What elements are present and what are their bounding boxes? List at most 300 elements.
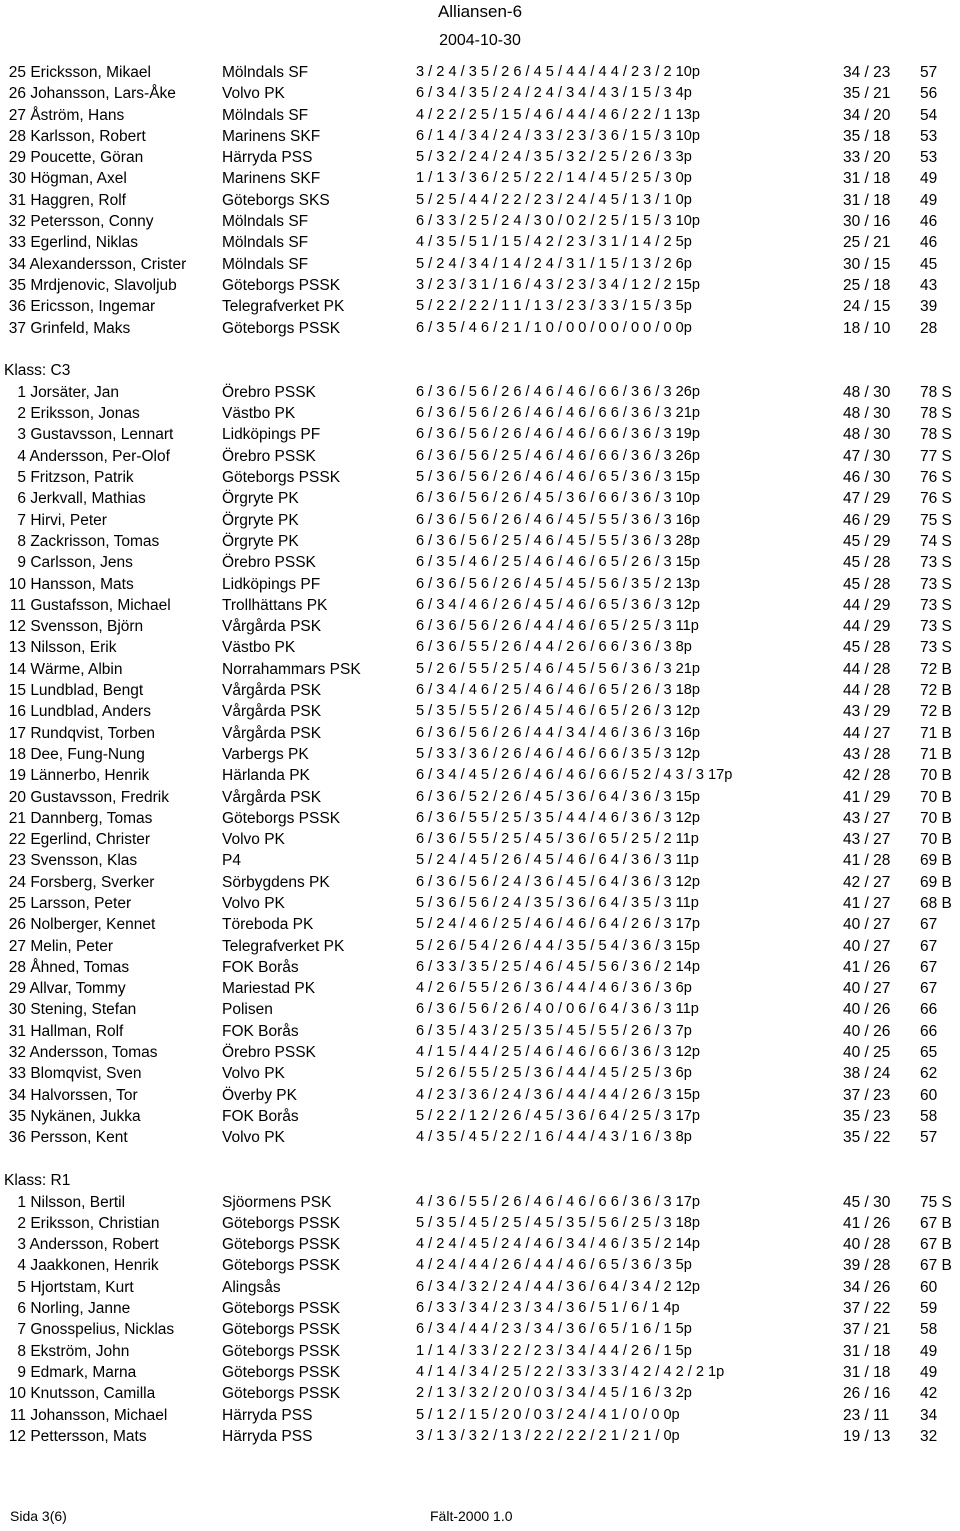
club-name: Örgryte PK [222, 511, 299, 529]
competitor-name: Melin, Peter [30, 937, 114, 955]
competitor-name: Gustavsson, Lennart [30, 426, 174, 444]
totals: 43 / 27 [843, 809, 891, 827]
rank: 24 [8, 873, 26, 891]
totals: 48 / 30 [843, 426, 891, 444]
points: 65 [920, 1044, 938, 1062]
club-name: Göteborgs PSSK [222, 1363, 341, 1381]
result-row [0, 1063, 960, 1084]
rank: 29 [8, 149, 26, 167]
competitor-name: Ekström, John [30, 1342, 130, 1360]
competitor-name: Halvorssen, Tor [30, 1086, 138, 1104]
club-name: Härryda PSS [222, 1427, 313, 1445]
club-name: Varbergs PK [222, 745, 309, 763]
station-scores: 5 / 2 2 / 1 2 / 2 6 / 4 5 / 3 6 / 6 4 / 2 5 / 3 17p [416, 1107, 700, 1124]
totals: 26 / 16 [843, 1385, 891, 1403]
club-name: Mariestad PK [222, 980, 316, 998]
class-heading: Klass: C3 [4, 361, 71, 379]
rank: 2 [17, 1214, 26, 1232]
result-row [0, 168, 960, 189]
totals: 41 / 26 [843, 958, 891, 976]
competitor-cell [4, 1234, 220, 1255]
rank: 16 [8, 703, 26, 721]
rank: 4 [17, 447, 26, 465]
competitor-cell [4, 190, 220, 211]
station-scores: 6 / 3 6 / 5 2 / 2 6 / 4 5 / 3 6 / 6 4 / 3 6 / 3 15p [416, 788, 700, 805]
result-row [0, 147, 960, 168]
station-scores: 6 / 3 6 / 5 5 / 2 6 / 4 4 / 2 6 / 6 6 / 3 6 / 3 8p [416, 639, 692, 656]
station-scores: 6 / 3 5 / 4 6 / 2 1 / 1 0 / 0 0 / 0 0 / 0 0 / 0 0p [416, 319, 692, 336]
result-row [0, 936, 960, 957]
result-row [0, 552, 960, 573]
station-scores: 6 / 3 5 / 4 6 / 2 5 / 4 6 / 4 6 / 6 5 / 2 6 / 3 15p [416, 554, 700, 571]
station-scores: 6 / 3 6 / 5 5 / 2 5 / 3 5 / 4 4 / 4 6 / 3 6 / 3 12p [416, 809, 700, 826]
totals: 35 / 23 [843, 1107, 891, 1125]
result-row [0, 1426, 960, 1447]
competitor-cell [4, 1085, 220, 1106]
rank: 36 [8, 298, 26, 316]
result-row [0, 1106, 960, 1127]
club-name: Härlanda PK [222, 767, 310, 785]
result-row [0, 829, 960, 850]
points: 57 [920, 1129, 938, 1147]
competitor-cell [4, 701, 220, 722]
points: 39 [920, 298, 938, 316]
result-row [0, 1362, 960, 1383]
station-scores: 6 / 3 5 / 4 3 / 2 5 / 3 5 / 4 5 / 5 5 / 2 6 / 3 7p [416, 1022, 692, 1039]
points: 42 [920, 1385, 938, 1403]
result-row [0, 275, 960, 296]
rank: 27 [8, 937, 26, 955]
station-scores: 4 / 2 2 / 2 5 / 1 5 / 4 6 / 4 4 / 4 6 / 2 2 / 1 13p [416, 106, 700, 123]
result-row [0, 318, 960, 339]
rank: 25 [8, 894, 26, 912]
rank: 10 [8, 1385, 26, 1403]
totals: 31 / 18 [843, 191, 891, 209]
station-scores: 5 / 3 5 / 5 5 / 2 6 / 4 5 / 4 6 / 6 5 / 2 6 / 3 12p [416, 703, 700, 720]
document-date: 2004-10-30 [439, 32, 521, 49]
competitor-name: Persson, Kent [30, 1129, 128, 1147]
competitor-name: Hallman, Rolf [30, 1022, 124, 1040]
station-scores: 6 / 3 6 / 5 6 / 2 6 / 4 6 / 4 6 / 6 6 / 3 6 / 3 19p [416, 426, 700, 443]
rank: 30 [8, 170, 26, 188]
totals: 40 / 28 [843, 1236, 891, 1254]
club-name: Polisen [222, 1001, 273, 1019]
points: 73 S [920, 575, 952, 593]
station-scores: 4 / 2 4 / 4 5 / 2 4 / 4 6 / 3 4 / 4 6 / 3 5 / 2 14p [416, 1236, 700, 1253]
result-row [0, 296, 960, 317]
totals: 41 / 29 [843, 788, 891, 806]
station-scores: 5 / 2 6 / 5 5 / 2 5 / 3 6 / 4 4 / 4 5 / 2 5 / 3 6p [416, 1065, 692, 1082]
points: 62 [920, 1065, 938, 1083]
competitor-cell [4, 1426, 220, 1447]
rank: 7 [17, 511, 26, 529]
result-row [0, 574, 960, 595]
result-row [0, 1383, 960, 1404]
club-name: Härryda PSS [222, 1406, 313, 1424]
station-scores: 1 / 1 3 / 3 6 / 2 5 / 2 2 / 1 4 / 4 5 / 2 5 / 3 0p [416, 170, 692, 187]
club-name: FOK Borås [222, 1107, 299, 1125]
rank: 12 [8, 1427, 26, 1445]
competitor-name: Edmark, Marna [30, 1363, 137, 1381]
station-scores: 5 / 2 5 / 4 4 / 2 2 / 2 3 / 2 4 / 4 5 / 1 3 / 1 0p [416, 191, 692, 208]
totals: 23 / 11 [843, 1406, 890, 1424]
points: 43 [920, 276, 938, 294]
competitor-name: Gustafsson, Michael [30, 596, 171, 614]
totals: 25 / 21 [843, 234, 891, 252]
result-row [0, 1213, 960, 1234]
station-scores: 6 / 3 6 / 5 5 / 2 5 / 4 5 / 3 6 / 6 5 / 2 5 / 2 11p [416, 831, 699, 848]
station-scores: 6 / 3 6 / 5 6 / 2 6 / 4 5 / 4 5 / 5 6 / 3 5 / 2 13p [416, 575, 700, 592]
rank: 18 [8, 745, 26, 763]
points: 78 S [920, 426, 952, 444]
station-scores: 2 / 1 3 / 3 2 / 2 0 / 0 3 / 3 4 / 4 5 / 1 6 / 3 2p [416, 1385, 692, 1402]
competitor-name: Egerlind, Christer [30, 831, 151, 849]
club-name: Mölndals SF [222, 106, 309, 124]
competitor-cell [4, 403, 220, 424]
competitor-cell [4, 808, 220, 829]
points: 28 [920, 319, 938, 337]
club-name: Göteborgs SKS [222, 191, 330, 209]
station-scores: 5 / 2 2 / 2 2 / 1 1 / 1 3 / 2 3 / 3 3 / 1 5 / 3 5p [416, 298, 692, 315]
club-name: Vårgårda PSK [222, 618, 322, 636]
club-name: Sjöormens PSK [222, 1193, 332, 1211]
points: 54 [920, 106, 938, 124]
competitor-name: Dannberg, Tomas [30, 809, 153, 827]
rank: 17 [8, 724, 26, 742]
station-scores: 6 / 3 6 / 5 6 / 2 6 / 4 4 / 4 6 / 6 5 / 2 5 / 3 11p [416, 618, 699, 635]
totals: 35 / 21 [843, 85, 891, 103]
result-row [0, 744, 960, 765]
club-name: Göteborgs PSSK [222, 1321, 341, 1339]
totals: 38 / 24 [843, 1065, 891, 1083]
rank: 6 [17, 1300, 26, 1318]
competitor-name: Fritzson, Patrik [30, 469, 134, 487]
points: 72 B [920, 682, 952, 700]
points: 60 [920, 1086, 938, 1104]
points: 72 B [920, 703, 952, 721]
station-scores: 6 / 3 4 / 3 5 / 2 4 / 2 4 / 3 4 / 4 3 / 1 5 / 3 4p [416, 85, 692, 102]
rank: 3 [17, 1236, 26, 1254]
rank: 10 [8, 575, 26, 593]
points: 66 [920, 1022, 938, 1040]
points: 68 B [920, 894, 952, 912]
club-name: Alingsås [222, 1278, 281, 1296]
station-scores: 4 / 1 4 / 3 4 / 2 5 / 2 2 / 3 3 / 3 3 / 4 2 / 4 2 / 2 1p [416, 1363, 725, 1380]
result-row [0, 637, 960, 658]
result-row [0, 1319, 960, 1340]
competitor-name: Forsberg, Sverker [30, 873, 155, 891]
rank: 3 [17, 426, 26, 444]
station-scores: 3 / 2 4 / 3 5 / 2 6 / 4 5 / 4 4 / 4 4 / 2 3 / 2 10p [416, 64, 700, 80]
rank: 32 [8, 213, 26, 231]
competitor-cell [4, 659, 220, 680]
totals: 45 / 28 [843, 639, 891, 657]
result-row [0, 488, 960, 509]
competitor-cell [4, 446, 220, 467]
result-row [0, 893, 960, 914]
competitor-name: Knutsson, Camilla [30, 1385, 156, 1403]
competitor-cell [4, 978, 220, 999]
points: 46 [920, 234, 938, 252]
competitor-cell [4, 1319, 220, 1340]
competitor-name: Wärme, Albin [30, 660, 123, 678]
rank: 7 [17, 1321, 26, 1339]
result-row [0, 403, 960, 424]
totals: 46 / 29 [843, 511, 891, 529]
rank: 32 [8, 1044, 26, 1062]
club-name: Överby PK [222, 1086, 297, 1104]
points: 73 S [920, 639, 952, 657]
club-name: Göteborgs PSSK [222, 319, 341, 337]
competitor-name: Andersson, Per-Olof [29, 447, 170, 465]
rank: 4 [17, 1257, 26, 1275]
station-scores: 6 / 3 3 / 3 5 / 2 5 / 4 6 / 4 5 / 5 6 / 3 6 / 2 14p [416, 958, 700, 975]
totals: 43 / 29 [843, 703, 891, 721]
result-row [0, 723, 960, 744]
result-row [0, 232, 960, 253]
station-scores: 5 / 3 5 / 4 5 / 2 5 / 4 5 / 3 5 / 5 6 / 2 5 / 3 18p [416, 1214, 700, 1231]
points: 71 B [920, 745, 952, 763]
club-name: Göteborgs PSSK [222, 276, 341, 294]
club-name: Norrahammars PSK [222, 660, 361, 678]
totals: 31 / 18 [843, 1363, 891, 1381]
station-scores: 5 / 2 4 / 4 5 / 2 6 / 4 5 / 4 6 / 6 4 / 3 6 / 3 11p [416, 852, 699, 869]
competitor-name: Lundblad, Bengt [30, 682, 144, 700]
points: 32 [920, 1427, 938, 1445]
points: 49 [920, 191, 938, 209]
totals: 34 / 26 [843, 1278, 891, 1296]
totals: 43 / 28 [843, 745, 891, 763]
competitor-cell [4, 83, 220, 104]
club-name: Göteborgs PSSK [222, 1300, 341, 1318]
club-name: Västbo PK [222, 639, 296, 657]
totals: 31 / 18 [843, 170, 891, 188]
totals: 37 / 22 [843, 1300, 891, 1318]
competitor-name: Rundqvist, Torben [30, 724, 155, 742]
competitor-cell [4, 914, 220, 935]
rank: 14 [8, 660, 26, 678]
station-scores: 6 / 3 6 / 5 6 / 2 6 / 4 0 / 0 6 / 6 4 / 3 6 / 3 11p [416, 1001, 699, 1018]
station-scores: 5 / 2 6 / 5 4 / 2 6 / 4 4 / 3 5 / 5 4 / 3 6 / 3 15p [416, 937, 700, 954]
station-scores: 5 / 3 2 / 2 4 / 2 4 / 3 5 / 3 2 / 2 5 / 2 6 / 3 3p [416, 149, 692, 166]
competitor-cell [4, 872, 220, 893]
points: 76 S [920, 490, 952, 508]
result-row [0, 1127, 960, 1148]
result-row [0, 62, 960, 83]
result-row [0, 914, 960, 935]
result-row [0, 765, 960, 786]
totals: 24 / 15 [843, 298, 891, 316]
competitor-name: Jaakkonen, Henrik [30, 1257, 159, 1275]
points: 71 B [920, 724, 952, 742]
points: 49 [920, 170, 938, 188]
results-list [0, 62, 960, 1447]
totals: 34 / 20 [843, 106, 891, 124]
result-row [0, 1405, 960, 1426]
station-scores: 4 / 2 6 / 5 5 / 2 6 / 3 6 / 4 4 / 4 6 / 3 6 / 3 6p [416, 980, 692, 997]
totals: 46 / 30 [843, 469, 891, 487]
competitor-cell [4, 957, 220, 978]
station-scores: 6 / 1 4 / 3 4 / 2 4 / 3 3 / 2 3 / 3 6 / 1 5 / 3 10p [416, 127, 700, 144]
competitor-name: Alexandersson, Crister [29, 255, 187, 273]
result-row [0, 446, 960, 467]
club-name: Göteborgs PSSK [222, 809, 341, 827]
competitor-name: Dee, Fung-Nung [30, 745, 145, 763]
result-row [0, 510, 960, 531]
result-row [0, 1341, 960, 1362]
rank: 35 [8, 276, 26, 294]
points: 53 [920, 127, 938, 145]
competitor-name: Nilsson, Erik [30, 639, 117, 657]
totals: 37 / 23 [843, 1086, 891, 1104]
competitor-cell [4, 723, 220, 744]
competitor-cell [4, 510, 220, 531]
competitor-cell [4, 1042, 220, 1063]
points: 67 B [920, 1257, 952, 1275]
competitor-cell [4, 1298, 220, 1319]
result-row [0, 382, 960, 403]
points: 74 S [920, 532, 952, 550]
rank: 31 [8, 191, 26, 209]
rank: 20 [8, 788, 26, 806]
competitor-name: Blomqvist, Sven [30, 1065, 142, 1083]
result-row [0, 999, 960, 1020]
competitor-cell [4, 552, 220, 573]
points: 60 [920, 1278, 938, 1296]
result-row [0, 1042, 960, 1063]
points: 75 S [920, 1193, 952, 1211]
rank: 36 [8, 1129, 26, 1147]
competitor-cell [4, 1277, 220, 1298]
result-row [0, 1255, 960, 1276]
station-scores: 6 / 3 6 / 5 6 / 2 6 / 4 6 / 4 5 / 5 5 / 3 6 / 3 16p [416, 511, 700, 528]
club-name: Göteborgs PSSK [222, 1236, 341, 1254]
club-name: Volvo PK [222, 831, 285, 849]
station-scores: 6 / 3 6 / 5 6 / 2 6 / 4 5 / 3 6 / 6 6 / 3 6 / 3 10p [416, 490, 700, 507]
totals: 47 / 29 [843, 490, 891, 508]
points: 49 [920, 1363, 938, 1381]
result-row [0, 957, 960, 978]
station-scores: 6 / 3 6 / 5 6 / 2 4 / 3 6 / 4 5 / 6 4 / 3 6 / 3 12p [416, 873, 700, 890]
totals: 31 / 18 [843, 1342, 891, 1360]
competitor-name: Mrdjenovic, Slavoljub [30, 276, 177, 294]
points: 77 S [920, 447, 952, 465]
competitor-cell [4, 616, 220, 637]
competitor-cell [4, 1127, 220, 1148]
points: 73 S [920, 618, 952, 636]
rank: 5 [17, 469, 26, 487]
competitor-name: Allvar, Tommy [29, 980, 126, 998]
totals: 18 / 10 [843, 319, 891, 337]
totals: 35 / 22 [843, 1129, 891, 1147]
totals: 19 / 13 [843, 1427, 891, 1445]
result-row [0, 978, 960, 999]
competitor-cell [4, 211, 220, 232]
competitor-cell [4, 467, 220, 488]
rank: 1 [17, 1193, 26, 1211]
totals: 41 / 27 [843, 894, 891, 912]
rank: 11 [9, 596, 26, 614]
competitor-name: Egerlind, Niklas [30, 234, 138, 252]
result-row [0, 1234, 960, 1255]
club-name: Mölndals SF [222, 213, 309, 231]
station-scores: 4 / 3 5 / 4 5 / 2 2 / 1 6 / 4 4 / 4 3 / 1 6 / 3 8p [416, 1129, 692, 1146]
points: 75 S [920, 511, 952, 529]
competitor-cell [4, 105, 220, 126]
club-name: Mölndals SF [222, 234, 309, 252]
club-name: Lidköpings PF [222, 426, 321, 444]
totals: 42 / 28 [843, 767, 891, 785]
totals: 40 / 27 [843, 916, 891, 934]
points: 56 [920, 85, 938, 103]
totals: 48 / 30 [843, 383, 891, 401]
club-name: Örebro PSSK [222, 383, 316, 401]
club-name: Göteborgs PSSK [222, 1342, 341, 1360]
station-scores: 4 / 2 3 / 3 6 / 2 4 / 3 6 / 4 4 / 4 4 / 2 6 / 3 15p [416, 1086, 700, 1103]
competitor-cell [4, 296, 220, 317]
competitor-name: Eriksson, Christian [30, 1214, 160, 1232]
competitor-name: Ericksson, Mikael [30, 64, 151, 81]
club-name: Örebro PSSK [222, 554, 316, 572]
rank: 37 [8, 319, 26, 337]
competitor-name: Nykänen, Jukka [30, 1107, 141, 1125]
rank: 28 [8, 958, 26, 976]
club-name: Telegrafverket PK [222, 937, 345, 955]
competitor-cell [4, 318, 220, 339]
totals: 25 / 18 [843, 276, 891, 294]
result-row [0, 787, 960, 808]
competitor-cell [4, 850, 220, 871]
points: 58 [920, 1107, 938, 1125]
points: 70 B [920, 809, 952, 827]
club-name: Volvo PK [222, 1129, 285, 1147]
totals: 41 / 26 [843, 1214, 891, 1232]
rank: 30 [8, 1001, 26, 1019]
competitor-cell [4, 574, 220, 595]
rank: 8 [17, 1342, 26, 1360]
station-scores: 6 / 3 6 / 5 6 / 2 6 / 4 4 / 3 4 / 4 6 / 3 6 / 3 16p [416, 724, 700, 741]
rank: 33 [8, 234, 26, 252]
result-row [0, 105, 960, 126]
rank: 15 [8, 682, 26, 700]
totals: 44 / 29 [843, 596, 891, 614]
competitor-cell [4, 232, 220, 253]
club-name: Marinens SKF [222, 127, 321, 145]
totals: 30 / 15 [843, 255, 891, 273]
competitor-cell [4, 424, 220, 445]
competitor-cell [4, 744, 220, 765]
points: 73 S [920, 554, 952, 572]
competitor-cell [4, 1021, 220, 1042]
totals: 44 / 28 [843, 660, 891, 678]
rank: 6 [17, 490, 26, 508]
club-name: Trollhättans PK [222, 596, 328, 614]
result-row [0, 1021, 960, 1042]
competitor-name: Haggren, Rolf [30, 191, 126, 209]
points: 70 B [920, 831, 952, 849]
competitor-name: Gnosspelius, Nicklas [30, 1321, 175, 1339]
competitor-cell [4, 637, 220, 658]
competitor-cell [4, 1213, 220, 1234]
station-scores: 6 / 3 4 / 4 6 / 2 6 / 4 5 / 4 6 / 6 5 / 3 6 / 3 12p [416, 596, 700, 613]
points: 67 [920, 980, 938, 998]
points: 70 B [920, 767, 952, 785]
rank: 34 [8, 1086, 26, 1104]
station-scores: 5 / 2 4 / 4 6 / 2 5 / 4 6 / 4 6 / 6 4 / 2 6 / 3 17p [416, 916, 700, 933]
result-row [0, 190, 960, 211]
result-row [0, 424, 960, 445]
club-name: Örebro PSSK [222, 1044, 316, 1062]
